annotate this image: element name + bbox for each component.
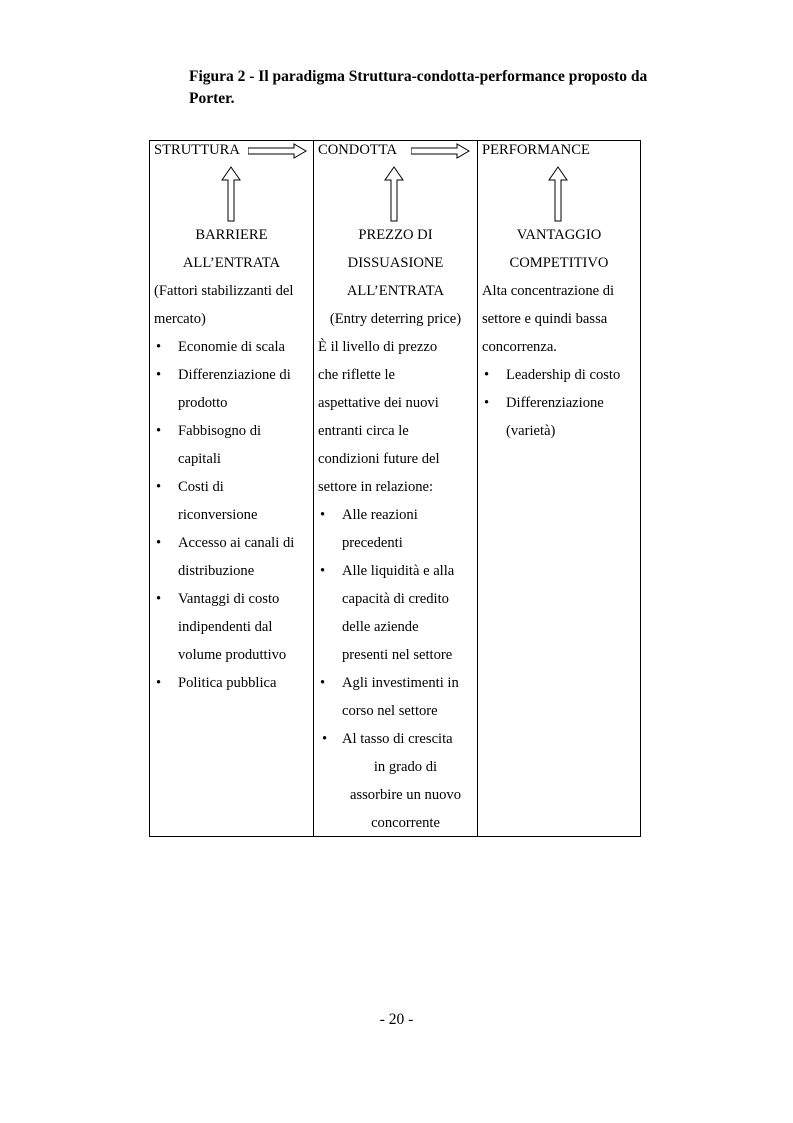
intro-condotta xyxy=(318,333,473,501)
title-line: ALL’ENTRATA xyxy=(182,255,281,271)
list-item-text: Fabbisogno di xyxy=(178,423,262,439)
bullet-list-struttura xyxy=(154,333,309,697)
header-performance: PERFORMANCE xyxy=(482,142,590,158)
bullet-icon: • xyxy=(156,675,162,691)
bullet-list-performance xyxy=(482,361,636,445)
list-item-text: (varietà) xyxy=(506,423,556,439)
list-item-text: assorbire un nuovo xyxy=(349,787,462,803)
list-item xyxy=(154,473,309,529)
list-item-text: capacità di credito xyxy=(342,591,449,607)
body-condotta xyxy=(318,221,473,837)
page-number: - 20 - xyxy=(379,1011,414,1028)
bullet-icon: • xyxy=(322,731,328,747)
body-struttura xyxy=(154,221,309,697)
list-item-text: indipendenti dal xyxy=(178,619,273,635)
title-line: ALL’ENTRATA xyxy=(346,283,445,299)
list-item-text: corso nel settore xyxy=(342,703,438,719)
intro-line: aspettative dei nuovi xyxy=(318,395,439,411)
title-line: COMPETITIVO xyxy=(509,255,609,271)
list-item xyxy=(318,557,473,669)
figure-caption xyxy=(189,66,681,110)
list-item-text: precedenti xyxy=(342,535,403,551)
body-performance xyxy=(482,221,636,445)
up-arrow-icon xyxy=(221,166,241,222)
list-item-text: Differenziazione di xyxy=(178,367,291,383)
list-item-text: concorrente xyxy=(371,815,440,831)
list-item xyxy=(318,725,473,837)
list-item-text: Leadership di costo xyxy=(506,367,621,383)
list-item xyxy=(318,669,473,725)
list-item xyxy=(154,361,309,417)
intro-line: È il livello di prezzo xyxy=(318,339,438,355)
caption-line-2: Porter. xyxy=(189,90,235,107)
title-performance xyxy=(482,221,636,277)
bullet-icon: • xyxy=(320,563,326,579)
title-line: (Entry deterring price) xyxy=(329,311,462,327)
list-item-text: capitali xyxy=(178,451,221,467)
list-item-text: Economie di scala xyxy=(178,339,285,355)
list-item-text: delle aziende xyxy=(342,619,419,635)
list-item-text: Politica pubblica xyxy=(178,675,277,691)
column-performance xyxy=(478,141,640,836)
list-item xyxy=(154,529,309,585)
bullet-icon: • xyxy=(156,479,162,495)
title-condotta xyxy=(318,221,473,333)
intro-line: Alta concentrazione di xyxy=(482,283,615,299)
list-item xyxy=(154,669,309,697)
bullet-icon: • xyxy=(156,535,162,551)
list-item xyxy=(318,501,473,557)
list-item-text: prodotto xyxy=(178,395,228,411)
list-item xyxy=(154,585,309,669)
bullet-icon: • xyxy=(320,507,326,523)
up-arrow-icon xyxy=(548,166,568,222)
intro-line: mercato) xyxy=(154,311,206,327)
bullet-icon: • xyxy=(484,395,490,411)
list-item xyxy=(154,417,309,473)
bullet-icon: • xyxy=(320,675,326,691)
scp-table xyxy=(149,140,641,837)
intro-struttura xyxy=(154,277,309,333)
list-item-text: Alle reazioni xyxy=(342,507,418,523)
list-item xyxy=(154,333,309,361)
list-item-text: Vantaggi di costo xyxy=(178,591,280,607)
up-arrow-icon xyxy=(384,166,404,222)
caption-line-1: Figura 2 - Il paradigma Struttura-condotta-performance proposto da xyxy=(189,68,648,85)
intro-line: entranti circa le xyxy=(318,423,409,439)
title-line: PREZZO DI xyxy=(358,227,433,243)
right-arrow-icon xyxy=(248,143,308,159)
bullet-list-condotta xyxy=(318,501,473,837)
list-item-text: distribuzione xyxy=(178,563,255,579)
bullet-icon: • xyxy=(156,423,162,439)
list-item-text: in grado di xyxy=(373,759,438,775)
right-arrow-icon xyxy=(411,143,471,159)
intro-line: concorrenza. xyxy=(482,339,557,355)
title-struttura xyxy=(154,221,309,277)
list-item-text: volume produttivo xyxy=(178,647,287,663)
list-item xyxy=(482,361,636,389)
intro-line: che riflette le xyxy=(318,367,395,383)
list-item-text: Accesso ai canali di xyxy=(178,535,295,551)
bullet-icon: • xyxy=(156,591,162,607)
list-item-text: Alle liquidità e alla xyxy=(342,563,455,579)
list-item-text: Costi di xyxy=(178,479,224,495)
list-item xyxy=(482,389,636,445)
intro-performance xyxy=(482,277,636,361)
title-line: BARRIERE xyxy=(195,227,268,243)
header-condotta: CONDOTTA xyxy=(318,142,398,158)
intro-line: condizioni future del xyxy=(318,451,440,467)
list-item-text: presenti nel settore xyxy=(342,647,453,663)
header-struttura: STRUTTURA xyxy=(154,142,240,158)
intro-line: settore e quindi bassa xyxy=(482,311,608,327)
list-item-text: Agli investimenti in xyxy=(342,675,459,691)
list-item-text: Al tasso di crescita xyxy=(342,731,453,747)
list-item-text: Differenziazione xyxy=(506,395,604,411)
title-line: DISSUASIONE xyxy=(347,255,444,271)
intro-line: (Fattori stabilizzanti del xyxy=(154,283,294,299)
bullet-icon: • xyxy=(484,367,490,383)
list-item-text: riconversione xyxy=(178,507,258,523)
bullet-icon: • xyxy=(156,339,162,355)
title-line: VANTAGGIO xyxy=(516,227,602,243)
column-condotta xyxy=(314,141,478,836)
intro-line: settore in relazione: xyxy=(318,479,434,495)
bullet-icon: • xyxy=(156,367,162,383)
column-struttura xyxy=(150,141,314,836)
